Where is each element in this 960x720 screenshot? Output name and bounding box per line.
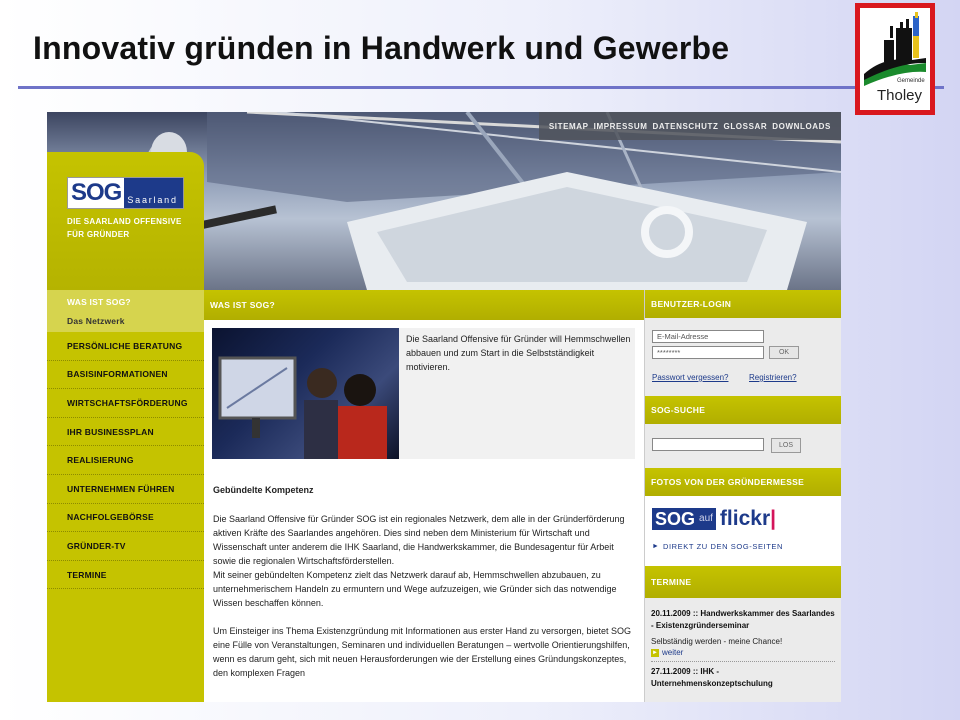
flickr-link-label: DIREKT ZU DEN SOG-SEITEN xyxy=(662,542,784,551)
top-navigation xyxy=(539,112,841,140)
photos-heading: FOTOS VON DER GRÜNDERMESSE xyxy=(645,468,841,496)
topnav-sitemap-link[interactable]: SITEMAP xyxy=(548,121,589,131)
topnav-datenschutz-link[interactable]: DATENSCHUTZ xyxy=(652,121,719,131)
sidebar-item-label: WAS IST SOG? xyxy=(67,296,131,307)
main-content xyxy=(204,290,644,702)
events-list xyxy=(645,598,841,690)
tholey-logo xyxy=(855,3,935,115)
sidebar-item-gruender-tv[interactable]: GRÜNDER-TV xyxy=(47,532,204,561)
logo-caption-small: Gemeinde xyxy=(897,78,925,84)
email-field[interactable]: E-Mail-Adresse xyxy=(652,330,764,343)
event-more-label: weiter xyxy=(662,648,684,657)
article-paragraph: Um Einsteiger ins Thema Existenzgründung mit Informationen aus erster Hand zu versorgen, bietet SOG eine Fülle von Veranstaltungen, Seminaren und individuellen Beratungen – wertvolle Orientierungshilfen, wenn es darum geht, sich mit neuen Herausforderungen wie der Erstellung eines Gründungskonzeptes, den komplexen Fragen xyxy=(213,626,632,678)
intro-text: Die Saarland Offensive für Gründer will Hemmschwellen abbauen und zum Start in die Selbstständigkeit motivieren. xyxy=(406,334,631,372)
flickr-link[interactable] xyxy=(652,542,783,551)
flickr-word: flickr xyxy=(719,507,771,530)
website-screenshot xyxy=(47,112,841,702)
topnav-glossar-link[interactable]: GLOSSAR xyxy=(723,121,768,131)
arrow-right-icon: ► xyxy=(652,649,658,656)
search-button[interactable]: LOS xyxy=(771,438,801,453)
sidebar-item-nachfolgeboerse[interactable]: NACHFOLGEBÖRSE xyxy=(47,504,204,533)
sidebar-item-basisinformationen[interactable]: BASISINFORMATIONEN xyxy=(47,361,204,390)
hero-image xyxy=(47,112,841,290)
sidebar-item-unternehmen-fuehren[interactable]: UNTERNEHMEN FÜHREN xyxy=(47,475,204,504)
right-sidebar xyxy=(644,290,841,702)
flickr-auf: auf xyxy=(698,508,716,530)
sidebar-item-realisierung[interactable]: REALISIERUNG xyxy=(47,446,204,475)
sog-logo-word: SOG xyxy=(71,179,122,206)
search-form xyxy=(645,424,841,468)
login-ok-button[interactable]: OK xyxy=(769,346,799,359)
topnav-impressum-link[interactable]: IMPRESSUM xyxy=(593,121,648,131)
search-heading: SOG-SUCHE xyxy=(645,396,841,424)
event-more-link[interactable] xyxy=(651,648,835,657)
flickr-banner[interactable] xyxy=(652,508,776,530)
sog-logo-sub: Saarland xyxy=(124,178,183,208)
search-input[interactable] xyxy=(652,438,764,451)
flickr-dot-icon: | xyxy=(770,507,777,530)
brand-panel xyxy=(47,152,204,290)
register-link[interactable]: Registrieren? xyxy=(749,373,797,382)
sog-logo[interactable] xyxy=(67,177,184,209)
sidebar-subitem-das-netzwerk[interactable]: Das Netzwerk xyxy=(67,315,125,326)
events-heading: TERMINE xyxy=(645,566,841,598)
flickr-box xyxy=(645,496,841,566)
article-paragraph: Die Saarland Offensive für Gründer SOG ist ein regionales Netzwerk, dem alle in der Gründerförderung aktiven Kräfte des Saarlandes angehören. Dies sind neben dem Ministerium für Wirtschaft und Wissenschaft unter anderem die IHK Saarland, die Handwerkskammer, die Bundesagentur für Arbeit sowie die regionalen Wirtschaftsförderstellen. xyxy=(213,514,625,566)
sidebar-item-wirtschaftsfoerderung[interactable]: WIRTSCHAFTSFÖRDERUNG xyxy=(47,389,204,418)
event-item xyxy=(651,662,835,690)
event-title[interactable]: 27.11.2009 :: IHK - Unternehmenskonzeptschulung xyxy=(651,667,773,688)
sidebar-item-termine[interactable]: TERMINE xyxy=(47,561,204,590)
intro-photo xyxy=(212,328,399,459)
sidebar-item-was-ist-sog[interactable] xyxy=(47,290,204,332)
login-heading: BENUTZER-LOGIN xyxy=(645,290,841,318)
sidebar-navigation xyxy=(47,290,204,702)
intro-photo-image xyxy=(212,328,399,459)
article xyxy=(213,483,637,694)
slide-title: Innovativ gründen in Handwerk und Gewerbe xyxy=(33,30,730,66)
sidebar-item-persoenliche-beratung[interactable]: PERSÖNLICHE BERATUNG xyxy=(47,332,204,361)
intro-box xyxy=(212,328,635,459)
title-divider xyxy=(18,86,944,89)
event-text: Selbständig werden - meine Chance! xyxy=(651,637,783,646)
flickr-sog: SOG xyxy=(652,508,698,530)
topnav-downloads-link[interactable]: DOWNLOADS xyxy=(772,121,831,131)
forgot-password-link[interactable]: Passwort vergessen? xyxy=(652,373,729,382)
main-heading: WAS IST SOG? xyxy=(204,290,644,320)
event-item xyxy=(651,608,835,662)
login-form xyxy=(645,318,841,396)
brand-tagline-line1: DIE SAARLAND OFFENSIVE xyxy=(67,217,182,226)
section-title: Gebündelte Kompetenz xyxy=(213,485,314,495)
arrow-right-icon: ► xyxy=(652,543,659,550)
brand-tagline xyxy=(67,215,197,241)
logo-caption: Tholey xyxy=(877,87,923,104)
article-paragraph: Mit seiner gebündelten Kompetenz zielt das Netzwerk darauf ab, Hemmschwellen abzubauen, zu unternehmerischem Handeln zu ermuntern und Wege aufzuzeigen, wie Gründer sich das notwendige Wissen beschaffen können. xyxy=(213,570,617,608)
brand-tagline-line2: FÜR GRÜNDER xyxy=(67,230,130,239)
password-field[interactable]: ******** xyxy=(652,346,764,359)
sidebar-item-businessplan[interactable]: IHR BUSINESSPLAN xyxy=(47,418,204,447)
event-title[interactable]: 20.11.2009 :: Handwerkskammer des Saarlandes - Existenzgründerseminar xyxy=(651,609,835,630)
